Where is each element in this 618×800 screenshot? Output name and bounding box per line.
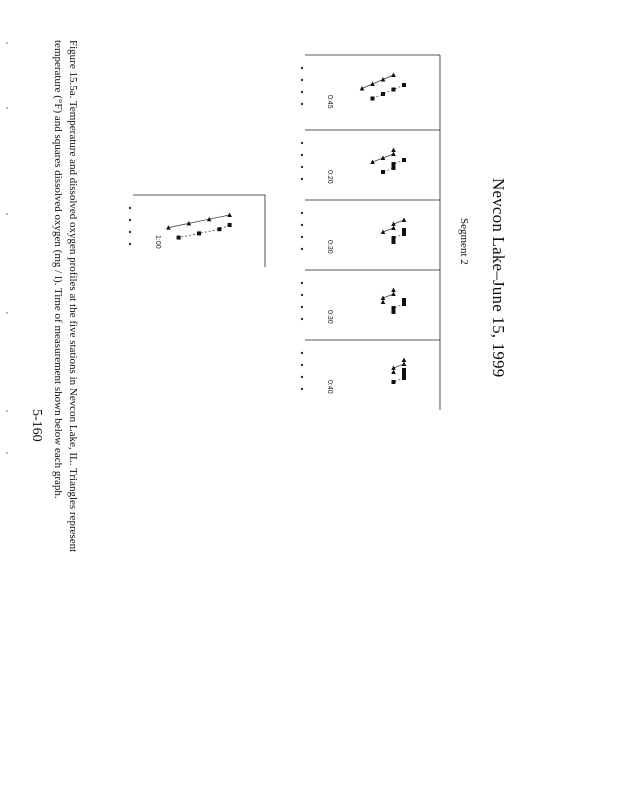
temperature-point: [402, 362, 407, 367]
dissolved-oxygen-point: [392, 162, 396, 166]
temperature-point: [391, 73, 396, 78]
depth-tick: [301, 103, 303, 105]
dissolved-oxygen-point: [402, 298, 406, 302]
depth-tick: [301, 388, 303, 390]
measurement-time-label: 0:30: [326, 310, 333, 324]
dissolved-oxygen-point: [402, 228, 406, 232]
temperature-point: [360, 86, 365, 91]
depth-tick: [129, 219, 131, 221]
temperature-point: [227, 213, 232, 218]
temperature-point: [391, 288, 396, 293]
depth-tick: [129, 207, 131, 209]
depth-tick: [301, 282, 303, 284]
depth-tick: [301, 166, 303, 168]
dissolved-oxygen-point: [402, 302, 406, 306]
dissolved-oxygen-point: [381, 92, 385, 96]
dissolved-oxygen-point: [197, 231, 201, 235]
dissolved-oxygen-point: [392, 166, 396, 170]
depth-tick: [301, 294, 303, 296]
caption-line: temperature (°F) and squares dissolved oxygen (mg / l). Time of measurement shown below each graph.: [52, 40, 64, 499]
temperature-point: [381, 77, 386, 82]
series-line: [168, 215, 229, 228]
dissolved-oxygen-point: [392, 240, 396, 244]
depth-tick: [301, 154, 303, 156]
dissolved-oxygen-point: [228, 223, 232, 227]
dissolved-oxygen-point: [392, 310, 396, 314]
depth-tick: [301, 352, 303, 354]
dissolved-oxygen-point: [392, 380, 396, 384]
dissolved-oxygen-point: [402, 83, 406, 87]
depth-tick: [301, 212, 303, 214]
depth-tick: [301, 178, 303, 180]
dissolved-oxygen-point: [402, 372, 406, 376]
dissolved-oxygen-point: [402, 376, 406, 380]
measurement-time-label: 0:30: [326, 240, 333, 254]
dissolved-oxygen-point: [402, 368, 406, 372]
depth-tick: [301, 306, 303, 308]
depth-tick: [301, 142, 303, 144]
measurement-time-label: 0:40: [326, 380, 333, 394]
depth-tick: [301, 67, 303, 69]
page-number: 5-160: [29, 409, 44, 442]
temperature-point: [370, 82, 375, 87]
series-line: [362, 75, 394, 89]
dissolved-oxygen-point: [402, 232, 406, 236]
temperature-point: [381, 300, 386, 305]
series-line: [373, 85, 405, 99]
temperature-point: [391, 226, 396, 231]
measurement-time-label: 0:45: [326, 95, 333, 109]
series-line: [179, 225, 230, 238]
depth-tick: [129, 231, 131, 233]
temperature-point: [402, 218, 407, 223]
depth-tick: [301, 376, 303, 378]
depth-tick: [301, 248, 303, 250]
depth-tick: [301, 224, 303, 226]
dissolved-oxygen-point: [392, 88, 396, 92]
caption-line: Figure 15.5a. Temperature and dissolved oxygen profiles at the five stations in Nevcon Lake, IL. Triangles represent: [67, 40, 79, 553]
dissolved-oxygen-point: [381, 170, 385, 174]
depth-tick: [129, 243, 131, 245]
dissolved-oxygen-point: [217, 227, 221, 231]
page-title: Nevcon Lake–June 15, 1999: [489, 178, 508, 378]
measurement-time-label: 0:20: [326, 170, 333, 184]
depth-tick: [301, 91, 303, 93]
depth-tick: [301, 236, 303, 238]
depth-tick: [301, 318, 303, 320]
segment-label: Segment 2: [458, 218, 470, 265]
temperature-point: [391, 292, 396, 297]
temperature-point: [402, 358, 407, 363]
temperature-point: [391, 148, 396, 153]
temperature-point: [391, 152, 396, 157]
dissolved-oxygen-point: [392, 306, 396, 310]
depth-tick: [301, 364, 303, 366]
temperature-point: [391, 370, 396, 375]
dissolved-oxygen-point: [392, 236, 396, 240]
dissolved-oxygen-point: [371, 97, 375, 101]
measurement-time-label: 1:00: [154, 235, 161, 249]
depth-tick: [301, 79, 303, 81]
dissolved-oxygen-point: [402, 158, 406, 162]
dissolved-oxygen-point: [177, 236, 181, 240]
